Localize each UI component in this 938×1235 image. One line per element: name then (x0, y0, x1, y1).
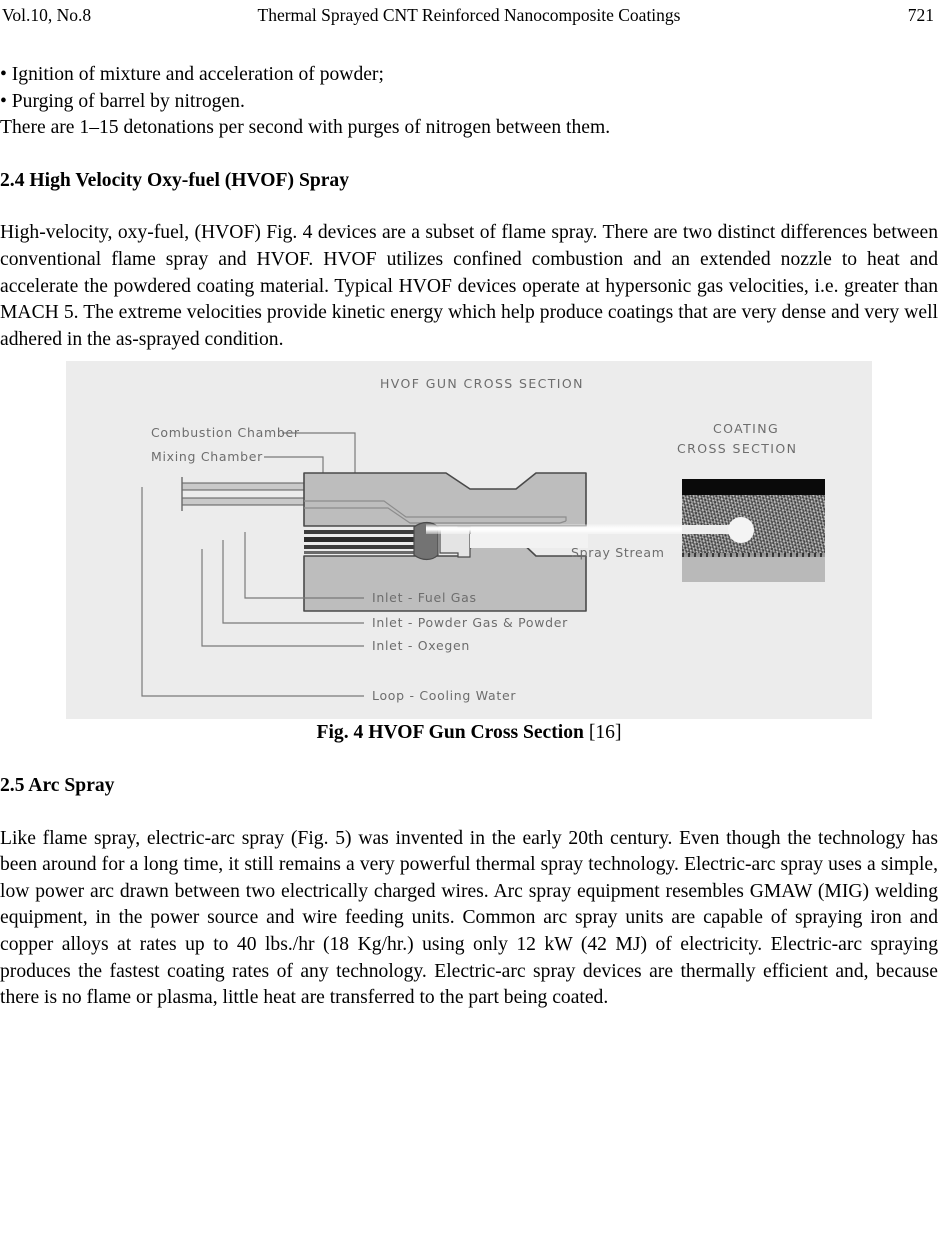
section-heading-2-5: 2.5 Arc Spray (0, 774, 115, 796)
cooling-water-tubes (182, 477, 304, 511)
inlet-channels (304, 530, 416, 554)
figure-caption (0, 720, 938, 747)
label-inlet-oxygen: Inlet - Oxegen (372, 638, 471, 654)
running-head-title: Thermal Sprayed CNT Reinforced Nanocomposite Coatings (257, 5, 681, 25)
label-spray-stream: Spray Stream (571, 545, 665, 561)
label-inlet-fuel-gas: Inlet - Fuel Gas (372, 590, 477, 606)
spacer (0, 747, 938, 773)
label-loop-cooling-water: Loop - Cooling Water (372, 688, 517, 704)
bullet-purging: • Purging of barrel by nitrogen. (0, 90, 245, 112)
hvof-gun-diagram (66, 361, 872, 719)
coating-cross-section-label-line2: CROSS SECTION (677, 441, 798, 457)
page-number: 721 (907, 5, 934, 25)
paragraph-arc-spray: Like flame spray, electric-arc spray (Fig. 5) was invented in the early 20th century. Even though the technology has been around for a long time, it still remains a very powerful thermal spray technology. Electric-arc spray uses a simple, low power arc drawn between two electrically charged wires. Arc spray equipment resembles GMAW (MIG) welding equipment, in the power source and wire feeding units. Common arc spray units are capable of spraying iron and copper alloys at rates up to 40 lbs./hr (18 Kg/hr.) using only 12 kW (42 MJ) of electricity. Electric-arc spraying produces the fastest coating rates of any technology. Electric-arc spray devices are thermally efficient and, because there is no flame or plasma, little heat are transferred to the part being coated. (0, 827, 938, 1009)
diagram-title: HVOF GUN CROSS SECTION (380, 376, 584, 392)
coating-cross-section-micrograph (682, 479, 825, 582)
label-combustion-chamber: Combustion Chamber (151, 425, 300, 441)
section-heading-2-4: 2.4 High Velocity Oxy-fuel (HVOF) Spray (0, 169, 350, 191)
running-head (0, 0, 938, 30)
spray-stream-beam (426, 524, 688, 534)
volume-issue: Vol.10, No.8 (2, 5, 92, 25)
spacer (0, 142, 938, 168)
figure-4-container (0, 353, 938, 720)
gun-body-upper (304, 473, 586, 526)
micrograph-substrate-layer (682, 557, 825, 582)
figure-caption-reference: [16] (588, 722, 622, 744)
spacer (0, 800, 938, 826)
figure-caption-text: Fig. 4 HVOF Gun Cross Section (316, 722, 589, 744)
spacer (0, 194, 938, 220)
coating-cross-section-label-line1: COATING (713, 421, 780, 437)
micrograph-mount-layer (682, 479, 825, 495)
page-content (0, 62, 938, 1012)
label-inlet-powder-gas-powder: Inlet - Powder Gas & Powder (372, 615, 569, 631)
bullet-ignition: • Ignition of mixture and acceleration of powder; (0, 64, 384, 85)
label-mixing-chamber: Mixing Chamber (151, 449, 264, 465)
paragraph-hvof: High-velocity, oxy-fuel, (HVOF) Fig. 4 devices are a subset of flame spray. There are two distinct differences between conventional flame spray and HVOF. HVOF utilizes confined combustion and an extended nozzle to heat and accelerate the powdered coating material. Typical HVOF devices operate at hypersonic gas velocities, i.e. greater than MACH 5. The extreme velocities provide kinetic energy which help produce coatings that are very dense and very well adhered in the as-sprayed condition. (0, 222, 938, 350)
detonation-rate-line: There are 1–15 detonations per second with purges of nitrogen between them. (0, 117, 611, 139)
